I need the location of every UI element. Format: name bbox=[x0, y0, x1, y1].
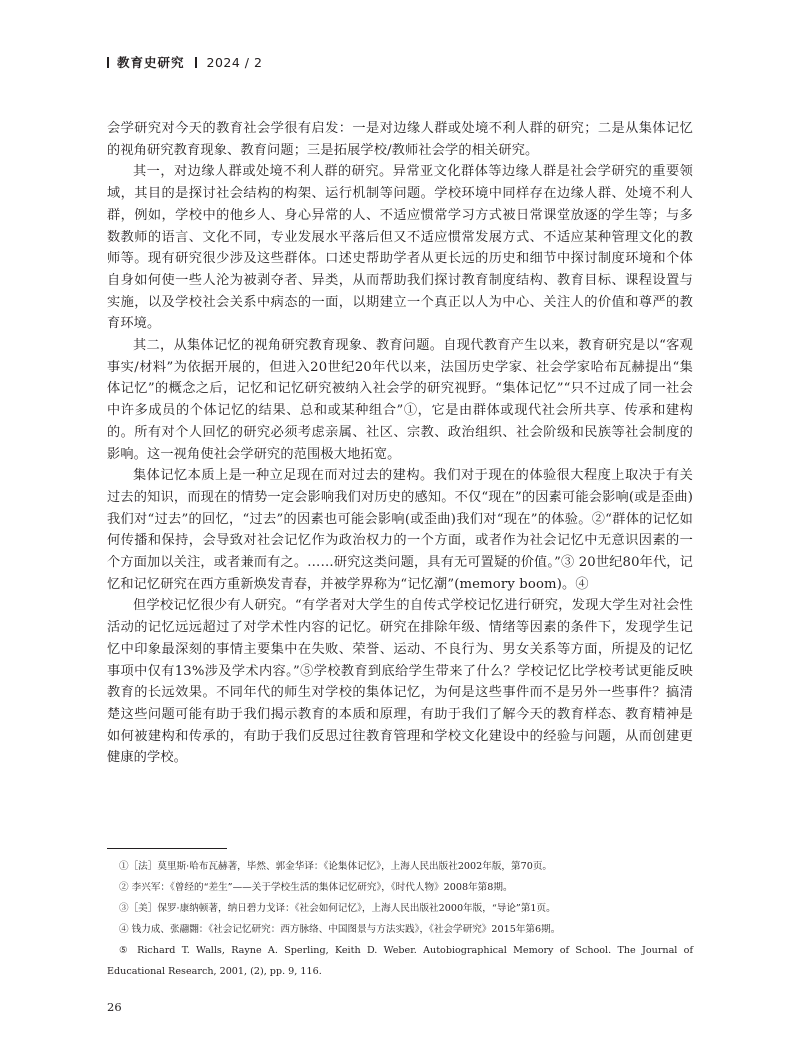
running-header bbox=[107, 52, 262, 72]
footnote-divider bbox=[107, 848, 227, 849]
paragraph-continued: 会学研究对今天的教育社会学很有启发：一是对边缘人群或处境不利人群的研究；二是从集体记忆的视角研究教育现象、教育问题；三是拓展学校/教师社会学的相关研究。 bbox=[107, 121, 693, 158]
paragraph-collective-memory: 其二，从集体记忆的视角研究教育现象、教育问题。自现代教育产生以来，教育研究是以“客观事实/材料”为依据开展的，但进入20世纪20年代以来，法国历史学家、社会学家哈布瓦赫提出“集体记忆”的概念之后，记忆和记忆研究被纳入社会学的研究视野。“集体记忆”“只不过成了同一社会中许多成员的个体记忆的结果、总和或某种组合”①，它是由群体或现代社会所共享、传承和建构的。所有对个人回忆的研究必须考虑亲属、社区、宗教、政治组织、社会阶级和民族等社会制度的影响。这一视角使社会学研究的范围极大地拓宽。 bbox=[107, 338, 693, 462]
paragraph-school-memory: 但学校记忆很少有人研究。“有学者对大学生的自传式学校记忆进行研究，发现大学生对社会性活动的记忆远远超过了对学术性内容的记忆。研究在排除年级、情绪等因素的条件下，发现学生记忆中印象最深刻的事情主要集中在失败、荣誉、运动、不良行为、男女关系等方面，所提及的记忆事项中仅有13%涉及学术内容。”⑤学校教育到底给学生带来了什么？学校记忆比学校考试更能反映教育的长远效果。不同年代的师生对学校的集体记忆，为何是这些事件而不是另外一些事件？搞清楚这些问题可能有助于我们揭示教育的本质和原理，有助于我们了解今天的教育样态、教育精神是如何被建构和传承的，有助于我们反思过往教育管理和学校文化建设中的经验与问题，从而创建更健康的学校。 bbox=[107, 598, 693, 766]
footnote-5: ⑤ Richard T. Walls, Rayne A. Sperling, Keith D. Weber. Autobiographical Memory of School. The Journal of Educational Research, 2001, (2), pp. 9, 116. bbox=[107, 945, 693, 977]
footnotes bbox=[107, 856, 693, 982]
paragraph-memory-construction: 集体记忆本质上是一种立足现在而对过去的建构。我们对于现在的体验很大程度上取决于有关过去的知识，而现在的情势一定会影响我们对历史的感知。不仅“现在”的因素可能会影响(或是歪曲)我们对“过去”的回忆，“过去”的因素也可能会影响(或歪曲)我们对“现在”的体验。②“群体的记忆如何传播和保持，会导致对社会记忆作为政治权力的一个方面，或者作为社会记忆中无意识因素的一个方面加以关注，或者兼而有之。……研究这类问题，具有无可置疑的价值。”③ 20世纪80年代，记忆和记忆研究在西方重新焕发青春，并被学界称为“记忆潮”(memory boom)。④ bbox=[107, 468, 693, 592]
issue-number: 2024 / 2 bbox=[206, 54, 263, 70]
page-number: 26 bbox=[107, 1000, 122, 1014]
footnote-1: ①［法］莫里斯·哈布瓦赫著，毕然、郭金华译：《论集体记忆》，上海人民出版社2002年版，第70页。 bbox=[119, 861, 553, 872]
header-bar-right bbox=[195, 57, 197, 68]
footnote-3: ③［美］保罗·康纳顿著，纳日碧力戈译：《社会如何记忆》，上海人民出版社2000年版，“导论”第1页。 bbox=[119, 903, 556, 914]
body-text bbox=[107, 118, 693, 769]
footnote-2: ② 李兴军：《曾经的“差生”——关于学校生活的集体记忆研究》，《时代人物》2008年第8期。 bbox=[119, 882, 513, 893]
journal-title: 教育史研究 bbox=[117, 55, 185, 70]
footnote-4: ④ 钱力成、张翮翾：《社会记忆研究：西方脉络、中国图景与方法实践》，《社会学研究》2015年第6期。 bbox=[119, 924, 561, 935]
header-bar-left bbox=[107, 57, 109, 68]
paragraph-marginal-groups: 其一，对边缘人群或处境不利人群的研究。异常亚文化群体等边缘人群是社会学研究的重要领域，其目的是探讨社会结构的构架、运行机制等问题。学校环境中同样存在边缘人群、处境不利人群，例如，学校中的他乡人、身心异常的人、不适应惯常学习方式被日常课堂放逐的学生等；与多数教师的语言、文化不同，专业发展水平落后但又不适应惯常发展方式、不适应某种管理文化的教师等。现有研究很少涉及这些群体。口述史帮助学者从更长远的历史和细节中探讨制度环境和个体自身如何使一些人沦为被剥夺者、异类，从而帮助我们探讨教育制度结构、教育目标、课程设置与实施，以及学校社会关系中病态的一面，以期建立一个真正以人为中心、关注人的价值和尊严的教育环境。 bbox=[107, 164, 693, 332]
